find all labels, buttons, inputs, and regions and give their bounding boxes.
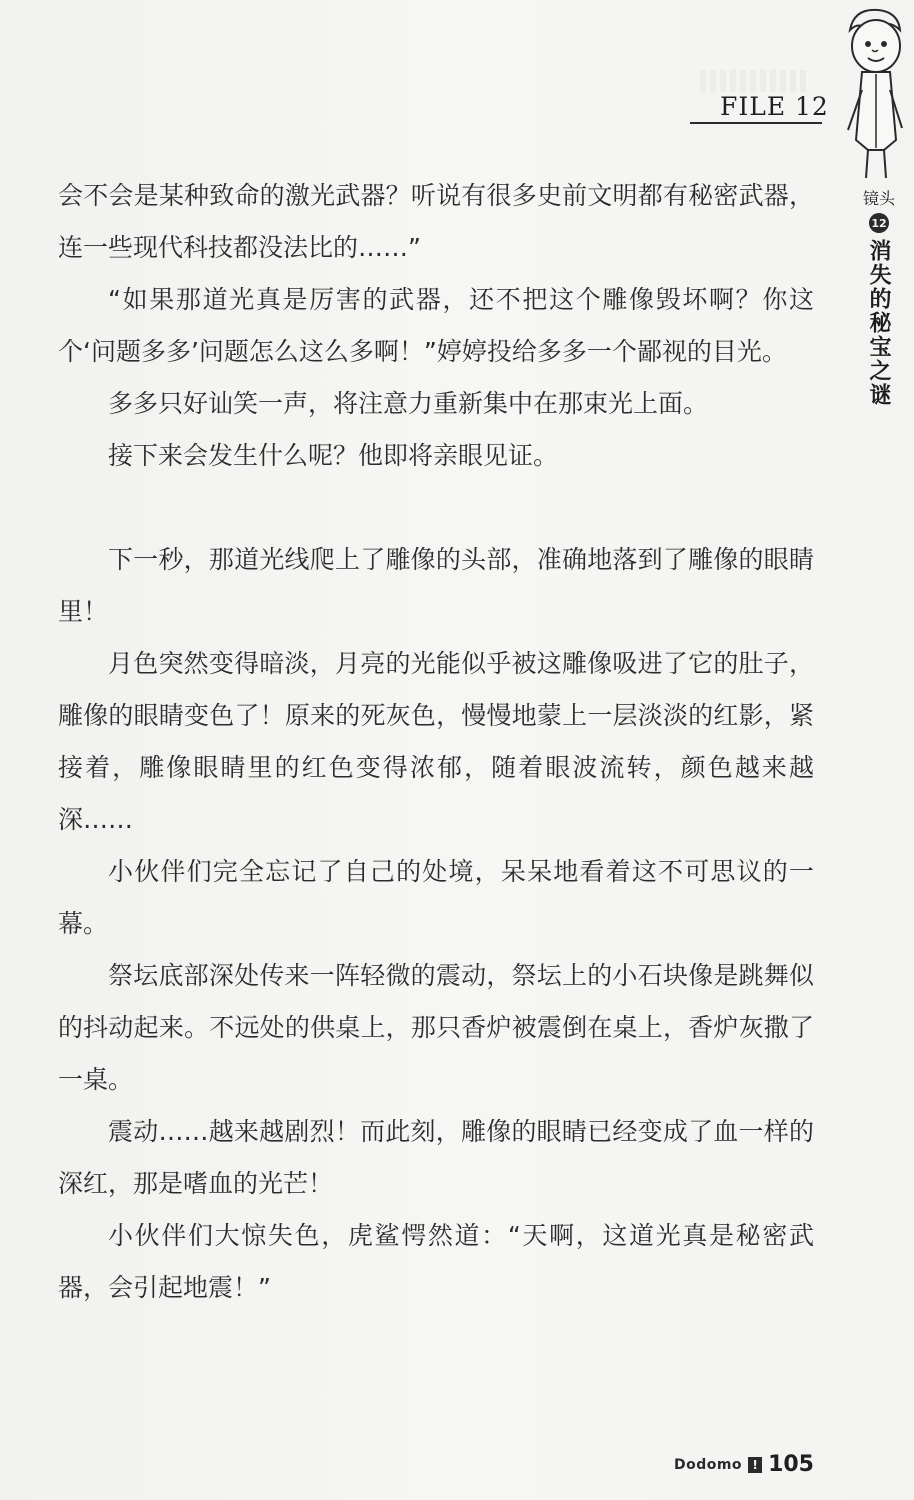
paragraph: 小伙伴们完全忘记了自己的处境，呆呆地看着这不可思议的一幕。	[58, 857, 814, 938]
paragraph: 多多只好讪笑一声，将注意力重新集中在那束光上面。	[108, 389, 709, 418]
section-break	[58, 482, 814, 534]
paragraph: 震动……越来越剧烈！而此刻，雕像的眼睛已经变成了血一样的深红，那是嗜血的光芒！	[58, 1117, 814, 1198]
side-chapter-number-badge: 12	[869, 213, 889, 233]
header-faint-texture	[700, 70, 810, 92]
paragraph: “如果那道光真是厉害的武器，还不把这个雕像毁坏啊？你这个‘问题多多’问题怎么这么多啊！”婷婷投给多多一个鄙视的目光。	[58, 285, 814, 366]
paragraph: 小伙伴们大惊失色，虎鲨愕然道：“天啊，这道光真是秘密武器，会引起地震！”	[58, 1221, 814, 1302]
paragraph: 祭坛底部深处传来一阵轻微的震动，祭坛上的小石块像是跳舞似的抖动起来。不远处的供桌上，那只香炉被震倒在桌上，香炉灰撒了一桌。	[58, 961, 814, 1094]
footer-brand-mark: !	[748, 1457, 762, 1473]
cartoon-boy-mascot-icon	[832, 0, 912, 185]
side-lens-label: 镜头	[862, 189, 895, 208]
page-number: 105	[768, 1452, 814, 1477]
paragraph: 月色突然变得暗淡，月亮的光能似乎被这雕像吸进了它的肚子，雕像的眼睛变色了！原来的死灰色，慢慢地蒙上一层淡淡的红影，紧接着，雕像眼睛里的红色变得浓郁，随着眼波流转，颜色越来越深……	[58, 649, 814, 834]
footer-brand: Dodomo	[673, 1456, 743, 1473]
header-rule	[690, 122, 822, 124]
paragraph: 下一秒，那道光线爬上了雕像的头部，准确地落到了雕像的眼睛里！	[58, 545, 814, 626]
story-body	[58, 170, 814, 1314]
side-chapter-title: 消失的秘宝之谜	[866, 239, 892, 407]
page-footer	[674, 1452, 814, 1477]
paragraph: 接下来会发生什么呢？他即将亲眼见证。	[108, 441, 559, 470]
chapter-file-label: FILE 12	[720, 92, 829, 121]
chapter-side-title	[855, 186, 903, 407]
paragraph: 会不会是某种致命的激光武器？听说有很多史前文明都有秘密武器，连一些现代科技都没法比的……”	[58, 181, 814, 262]
